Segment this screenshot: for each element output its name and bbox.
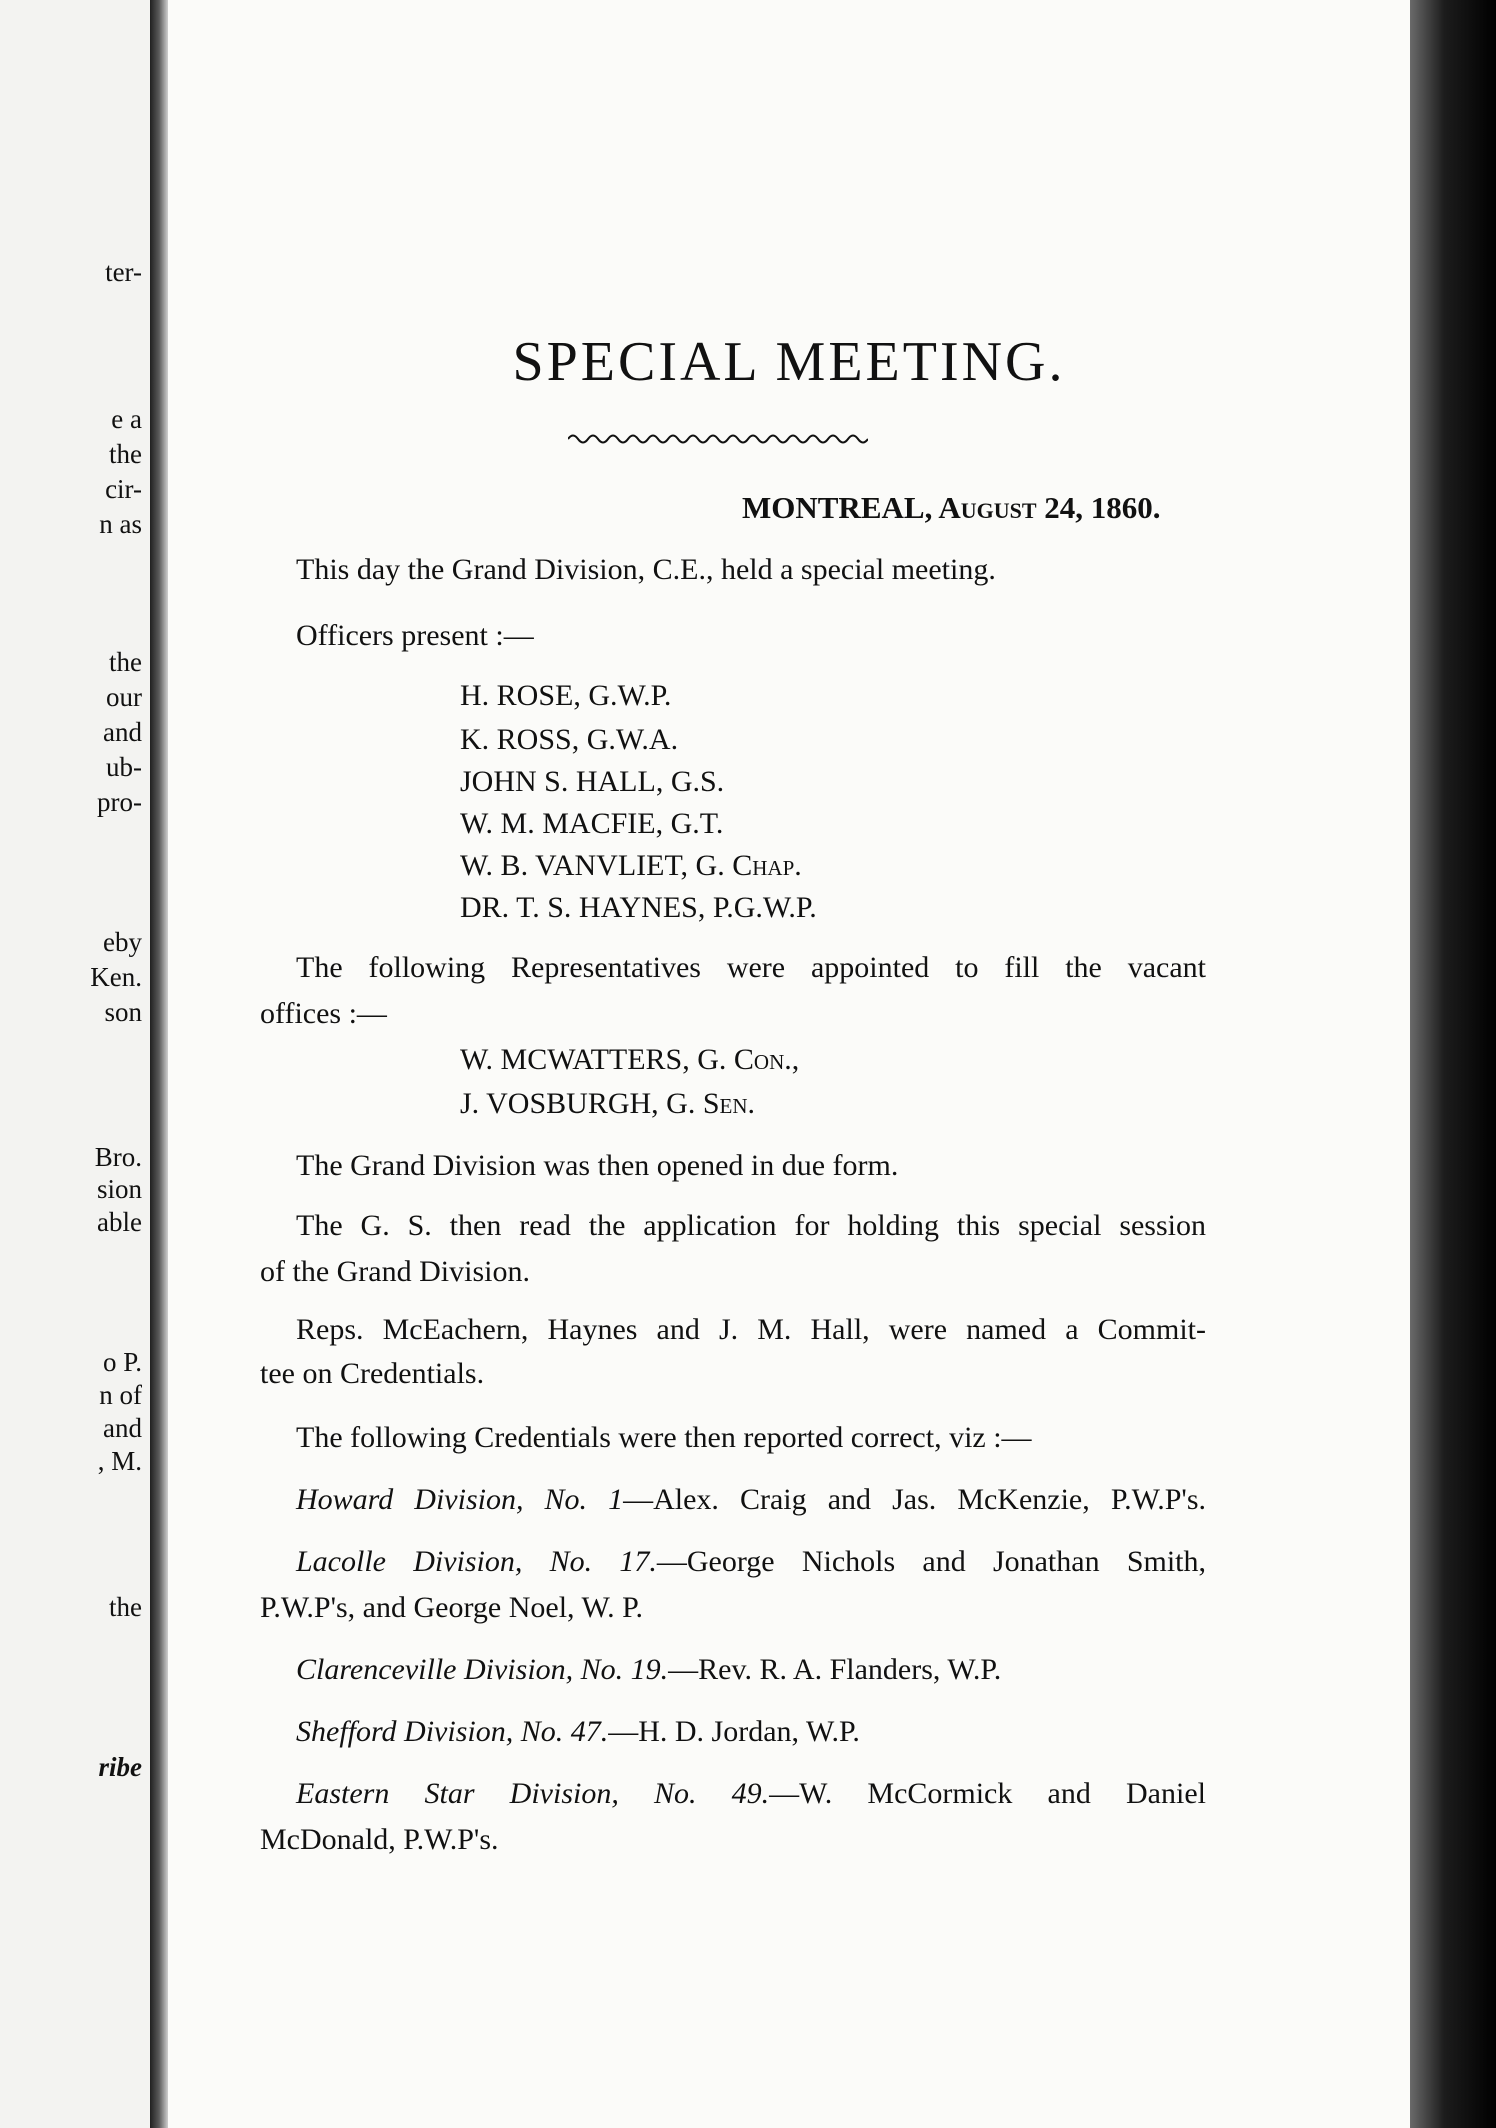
- left-facing-page: [0, 0, 150, 2128]
- credential-entry: [296, 1542, 1206, 1582]
- ornamental-rule: [568, 432, 868, 446]
- left-fragment: the: [109, 1592, 142, 1622]
- left-fragment: o P.: [102, 1347, 142, 1377]
- left-fragment: Bro.: [94, 1142, 142, 1172]
- credentials-intro: The following Credentials were then reported correct, viz :—: [296, 1421, 1032, 1454]
- page-title: SPECIAL MEETING.: [512, 331, 1066, 393]
- left-fragment: e a: [111, 404, 142, 434]
- division-name: Howard Division, No. 1: [296, 1483, 624, 1516]
- credential-entry: [296, 1712, 860, 1752]
- left-fragment: sion: [96, 1174, 142, 1204]
- representative-line: W. MCWATTERS, G. Con.,: [460, 1043, 800, 1076]
- division-delegates: —H. D. Jordan, W.P.: [608, 1715, 860, 1748]
- officers-heading: Officers present :—: [296, 619, 534, 652]
- application-paragraph: The G. S. then read the application for holding this special session: [296, 1209, 1206, 1242]
- division-name: Clarenceville Division, No. 19.: [296, 1653, 669, 1686]
- page-edge-shadow: [1410, 0, 1496, 2128]
- division-delegates: —W. McCormick and Daniel: [769, 1777, 1206, 1810]
- officer-line: JOHN S. HALL, G.S.: [460, 765, 725, 798]
- reps-intro: The following Representatives were appointed to fill the vacant: [296, 951, 1206, 984]
- left-fragment: Ken.: [90, 962, 142, 992]
- left-fragment: ribe: [98, 1752, 142, 1782]
- left-fragment: n as: [99, 509, 142, 539]
- representative-line: J. VOSBURGH, G. Sen.: [460, 1087, 756, 1120]
- officer-line: H. ROSE, G.W.P.: [460, 679, 672, 712]
- left-fragment: , M.: [97, 1446, 142, 1476]
- page-gutter: [150, 0, 168, 2128]
- left-fragment: son: [104, 997, 142, 1027]
- reps-intro-cont: offices :—: [260, 997, 387, 1030]
- division-name: Eastern Star Division, No. 49.: [296, 1777, 770, 1810]
- left-fragment: ub-: [106, 752, 142, 782]
- left-fragment: ter-: [105, 257, 142, 287]
- document-page: [168, 0, 1410, 2128]
- credential-entry-cont: McDonald, P.W.P's.: [260, 1823, 499, 1856]
- intro-paragraph: This day the Grand Division, C.E., held a special meeting.: [296, 553, 996, 586]
- division-name: Shefford Division, No. 47.: [296, 1715, 609, 1748]
- opened-paragraph: The Grand Division was then opened in due form.: [296, 1149, 899, 1182]
- left-fragment: n of: [99, 1380, 142, 1410]
- left-fragment: the: [109, 647, 142, 677]
- left-fragment: our: [106, 682, 142, 712]
- division-delegates: —George Nichols and Jonathan Smith,: [656, 1545, 1207, 1578]
- left-fragment: and: [103, 1413, 142, 1443]
- left-fragment: cir-: [105, 474, 142, 504]
- left-fragment: and: [103, 717, 142, 747]
- left-fragment: pro-: [97, 787, 142, 817]
- officer-line: K. ROSS, G.W.A.: [460, 723, 679, 756]
- officer-line: W. M. MACFIE, G.T.: [460, 807, 724, 840]
- left-fragment: eby: [103, 927, 142, 957]
- credential-entry-cont: P.W.P's, and George Noel, W. P.: [260, 1591, 643, 1624]
- application-paragraph-cont: of the Grand Division.: [260, 1255, 530, 1288]
- division-delegates: —Alex. Craig and Jas. McKenzie, P.W.P's.: [623, 1483, 1206, 1516]
- committee-paragraph: Reps. McEachern, Haynes and J. M. Hall, were named a Commit-: [296, 1313, 1206, 1346]
- division-delegates: —Rev. R. A. Flanders, W.P.: [668, 1653, 1002, 1686]
- credential-entry: [296, 1480, 1206, 1520]
- officer-line: DR. T. S. HAYNES, P.G.W.P.: [460, 891, 817, 924]
- division-name: Lacolle Division, No. 17.: [296, 1545, 657, 1578]
- credential-entry: [296, 1774, 1206, 1814]
- left-fragment: the: [109, 439, 142, 469]
- credential-entry: [296, 1650, 1001, 1690]
- dateline: MONTREAL, August 24, 1860.: [742, 490, 1161, 525]
- left-fragment: able: [97, 1207, 142, 1237]
- officer-line: W. B. VANVLIET, G. Chap.: [460, 849, 802, 882]
- committee-paragraph-cont: tee on Credentials.: [260, 1357, 485, 1390]
